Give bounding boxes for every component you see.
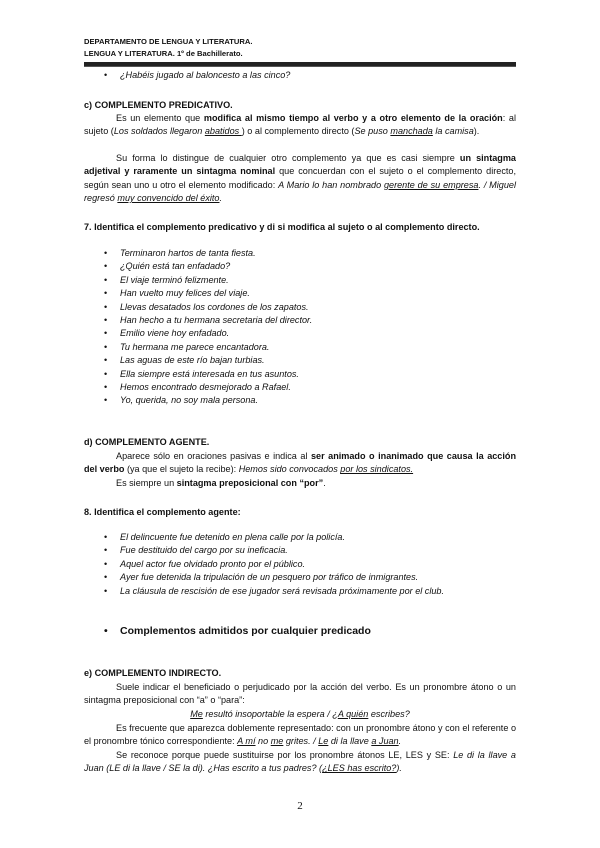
page-header [84, 36, 252, 60]
list-item: • ¿Habéis jugado al baloncesto a las cinco? [84, 69, 516, 82]
section-d-title: d) COMPLEMENTO AGENTE. [84, 437, 210, 447]
list-item: • El viaje terminó felizmente. [84, 274, 516, 287]
list-item: • Tu hermana me parece encantadora. [84, 341, 516, 354]
list-item: • Yo, querida, no soy mala persona. [84, 394, 516, 407]
section-e-paragraph-1: Suele indicar el beneficiado o perjudicado por la acción del verbo. Es un pronombre átono o un sintagma preposicional con “a” o “para”: [84, 682, 516, 706]
list-item: • Aquel actor fue olvidado pronto por el público. [84, 558, 516, 571]
admitted-complements-heading [84, 625, 516, 641]
section-e-paragraph-3: Se reconoce porque puede sustituirse por los pronombre átonos LE, LES y SE: Le di la llave a Juan (LE di la llave / SE la di). ¿Has escrito a tus padres? (¿LES has escrito?). [84, 750, 516, 774]
list-item: • Han vuelto muy felices del viaje. [84, 287, 516, 300]
list-item: • Las aguas de este río bajan turbias. [84, 354, 516, 367]
header-rule [84, 62, 516, 67]
section-c-paragraph-1: Es un elemento que modifica al mismo tiempo al verbo y a otro elemento de la oración: al sujeto (Los soldados llegaron abatidos ) o al complemento directo (Se puso manchada la camisa). [84, 113, 516, 137]
list-item: • Fue destituido del cargo por su ineficacia. [84, 544, 516, 557]
list-item: • Terminaron hartos de tanta fiesta. [84, 247, 516, 260]
section-d-paragraph-1: Aparece sólo en oraciones pasivas e indica al ser animado o inanimado que causa la acción del verbo (ya que el sujeto la recibe): Hemos sido convocados por los sindicatos. [84, 451, 517, 475]
section-d-paragraph-2: Es siempre un sintagma preposicional con “por”. [116, 478, 326, 488]
list-item: • Ayer fue detenida la tripulación de un pesquero por tráfico de inmigrantes. [84, 571, 516, 584]
exercise-8-title: 8. Identifica el complemento agente: [84, 507, 241, 517]
exercise-7-list [84, 247, 516, 408]
section-c-title: c) COMPLEMENTO PREDICATIVO. [84, 100, 233, 110]
section-e-title: e) COMPLEMENTO INDIRECTO. [84, 668, 222, 678]
list-item: • Emilio viene hoy enfadado. [84, 327, 516, 340]
section-e-paragraph-2: Es frecuente que aparezca doblemente representado: con un pronombre átono y con el referente o el pronombre tónico correspondiente: A mí no me grites. / Le di la llave a Juan. [84, 723, 516, 747]
header-course: LENGUA Y LITERATURA. 1º de Bachillerato. [84, 49, 243, 58]
list-item: • ¿Quién está tan enfadado? [84, 260, 516, 273]
header-department: DEPARTAMENTO DE LENGUA Y LITERATURA. [84, 37, 253, 46]
exercise-7-title: 7. Identifica el complemento predicativo y di si modifica al sujeto o al complemento directo. [84, 222, 480, 232]
section-e-example: Me resultó insoportable la espera / ¿A quién escribes? [190, 709, 410, 719]
top-bullet-list [84, 69, 516, 82]
list-item: • El delincuente fue detenido en plena calle por la policía. [84, 531, 516, 544]
section-c-paragraph-2: Su forma lo distingue de cualquier otro complemento ya que es casi siempre un sintagma adjetival y raramente un sintagma nominal que concuerdan con el sujeto o el complemento directo, según sean uno u otro el elemento modificado: A Mario lo han nombrado gerente de su empresa. / Miguel regresó muy convencido del éxito. [84, 153, 516, 204]
list-item: • Llevas desatados los cordones de los zapatos. [84, 301, 516, 314]
list-item: • Hemos encontrado desmejorado a Rafael. [84, 381, 516, 394]
list-item: • Han hecho a tu hermana secretaria del director. [84, 314, 516, 327]
list-item: • La cláusula de rescisión de ese jugador será revisada próximamente por el club. [84, 585, 516, 598]
list-item: • Complementos admitidos por cualquier predicado [84, 625, 516, 641]
page-number: 2 [297, 800, 303, 812]
list-item: • Ella siempre está interesada en tus asuntos. [84, 368, 516, 381]
exercise-8-list [84, 531, 516, 598]
